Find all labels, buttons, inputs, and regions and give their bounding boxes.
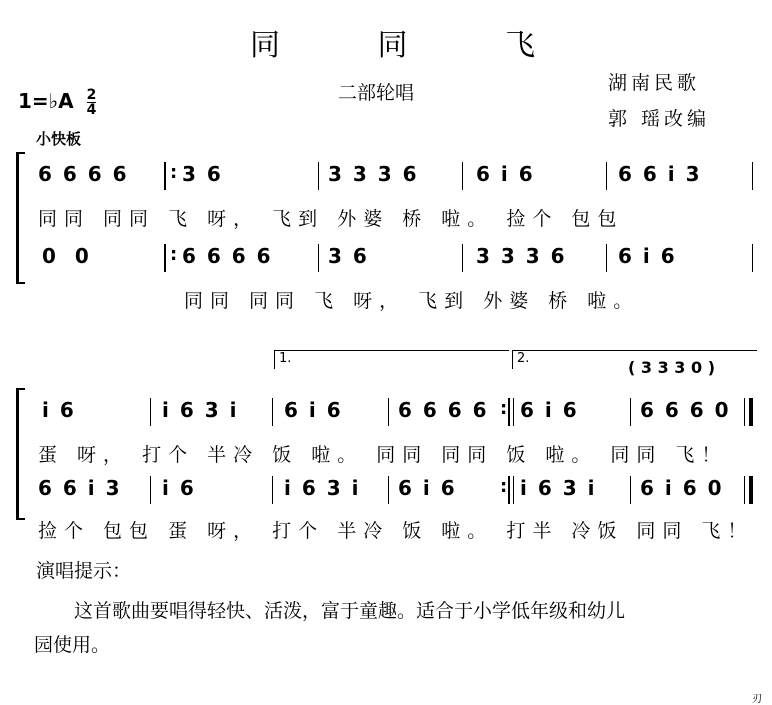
measure: 6 6 6 0 (640, 398, 731, 422)
measure: i 6 (162, 476, 196, 500)
measure: 6 i 6 (520, 398, 579, 422)
system1-lower-lyrics: 同同 同同 飞 呀， 飞到 外婆 桥 啦。 (184, 290, 640, 312)
measure: 3 3 3 6 (328, 162, 419, 186)
repeat-dots: : (170, 244, 178, 265)
barline (318, 244, 319, 272)
song-title: 同 同 飞 (250, 28, 580, 63)
barline (150, 476, 151, 504)
repeat-start (164, 244, 166, 272)
measure: 6 6 i 3 (38, 476, 122, 500)
measure: 6 i 6 (476, 162, 535, 186)
measure: 3 6 (328, 244, 369, 268)
system1-lower-notes (0, 244, 772, 274)
repeat-end-dots: : (500, 398, 508, 419)
final-barline (749, 398, 753, 426)
repeat-end (508, 398, 510, 426)
barline (606, 162, 607, 190)
system2-lower-notes (0, 476, 772, 506)
measure: i 6 3 i (284, 476, 361, 500)
measure: 6 6 6 6 (182, 244, 273, 268)
credit-arranger: 郭 瑶改编 (608, 108, 711, 130)
ossia-notes: ( 3 3 3 0 ) (628, 358, 716, 377)
measure: 6 6 6 6 (398, 398, 489, 422)
barline (752, 244, 753, 272)
barline (630, 398, 631, 426)
measure: 6 i 6 (284, 398, 343, 422)
system2-upper-notes (0, 398, 772, 428)
measure: 6 i 6 (618, 244, 677, 268)
repeat-end-dots: : (500, 476, 508, 497)
barline (388, 476, 389, 504)
system2-upper-lyrics: 蛋 呀， 打个 半冷 饭 啦。 同同 同同 饭 啦。 同同 飞！ (38, 444, 728, 466)
barline (744, 476, 745, 504)
repeat-dots: : (170, 162, 178, 183)
barline (150, 398, 151, 426)
measure: 6 6 i 3 (618, 162, 702, 186)
repeat-start (164, 162, 166, 190)
tips-heading: 演唱提示： (36, 560, 132, 582)
barline (272, 398, 273, 426)
volta-first-ending: 1. (274, 350, 509, 369)
credit-origin: 湖南民歌 (608, 72, 701, 94)
corner-mark: 刃 (752, 694, 762, 705)
final-barline (749, 476, 753, 504)
barline (606, 244, 607, 272)
system1-upper-notes (0, 162, 772, 192)
measure: 0 0 (42, 244, 95, 268)
barline (752, 162, 753, 190)
barline (744, 398, 745, 426)
tips-text-line1: 这首歌曲要唱得轻快、活泼，富于童趣。适合于小学低年级和幼儿 (74, 600, 626, 622)
barline (388, 398, 389, 426)
system1-upper-lyrics: 同同 同同 飞 呀， 飞到 外婆 桥 啦。 捡个 包包 (38, 208, 624, 230)
barline (272, 476, 273, 504)
barline (630, 476, 631, 504)
tips-text-line2: 园使用。 (34, 634, 111, 656)
time-sig-top: 2 (86, 87, 97, 103)
tempo-marking: 小快板 (36, 130, 82, 148)
measure: 3 6 (182, 162, 223, 186)
key-signature: 1=♭A $\frac{2}{4}$ (18, 87, 97, 118)
volta-second-ending: 2. (512, 350, 757, 369)
barline (462, 244, 463, 272)
barline (513, 476, 514, 504)
measure: 6 i 6 0 (640, 476, 724, 500)
time-sig-bottom: 4 (86, 102, 97, 118)
measure: 6 6 6 6 (38, 162, 129, 186)
measure: i 6 3 i (162, 398, 239, 422)
song-subtitle: 二部轮唱 (338, 82, 415, 104)
barline (462, 162, 463, 190)
system2-lower-lyrics: 捡个 包包 蛋 呀， 打个 半冷 饭 啦。 打半 冷饭 同同 飞！ (38, 520, 754, 542)
measure: 3 3 3 6 (476, 244, 567, 268)
barline (513, 398, 514, 426)
repeat-end (508, 476, 510, 504)
measure: i 6 3 i (520, 476, 597, 500)
measure: 6 i 6 (398, 476, 457, 500)
measure: i 6 (42, 398, 76, 422)
barline (318, 162, 319, 190)
